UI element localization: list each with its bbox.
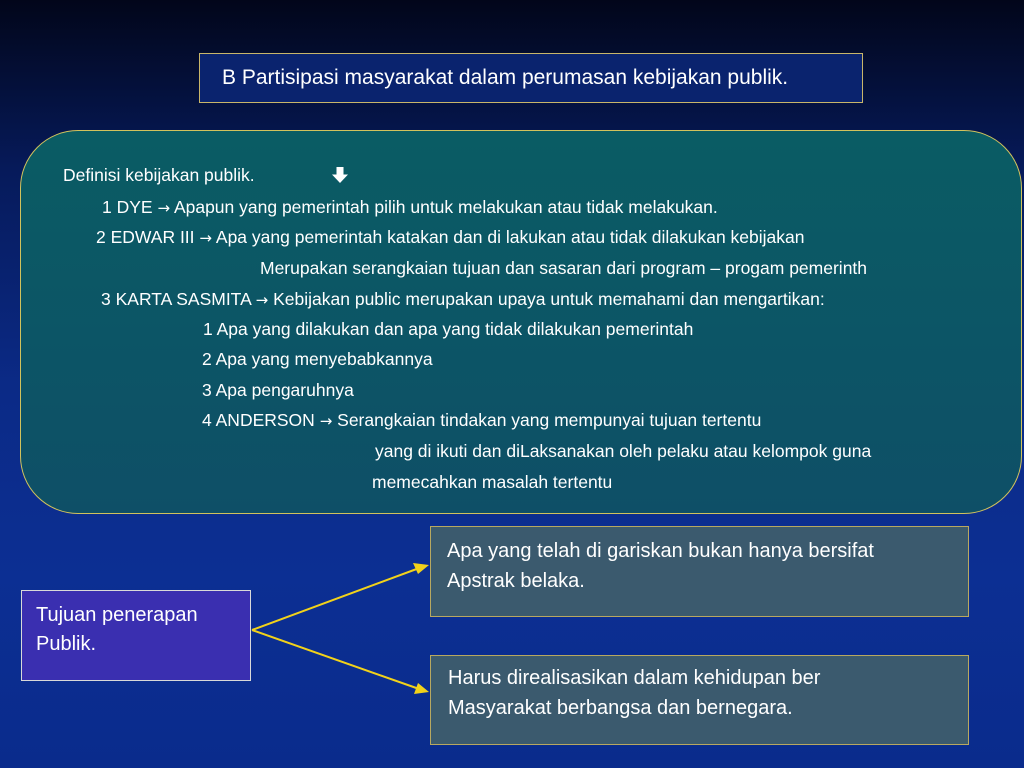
- right-arrow-icon: →: [199, 229, 212, 247]
- connector-arrow-top: [252, 567, 422, 630]
- definition-heading-text: Definisi kebijakan publik.: [63, 165, 255, 185]
- karta-item-2: 2 Apa yang menyebabkannya: [202, 349, 433, 369]
- karta-item-1: 1 Apa yang dilakukan dan apa yang tidak dilakukan pemerintah: [203, 319, 694, 339]
- point-box-abstract: [430, 526, 969, 617]
- edwar-label: 2 EDWAR III: [96, 227, 195, 247]
- point-box-realize: [430, 655, 969, 745]
- tujuan-box: [21, 590, 251, 681]
- slide-title: B Partisipasi masyarakat dalam perumasan kebijakan publik.: [199, 53, 863, 103]
- anderson-cont-2: memecahkan masalah tertentu: [372, 472, 613, 492]
- right-arrow-icon: →: [319, 412, 333, 430]
- connector-arrow-bottom: [252, 630, 422, 690]
- point-2-line-1: Harus direalisasikan dalam kehidupan ber: [448, 667, 821, 689]
- tujuan-line-2: Publik.: [36, 633, 97, 655]
- dye-label: 1 DYE: [102, 197, 153, 217]
- edwar-text: Apa yang pemerintah katakan dan di lakukan atau tidak dilakukan kebijakan: [215, 227, 805, 247]
- karta-item-3: 3 Apa pengaruhnya: [202, 380, 354, 400]
- definition-karta: [101, 288, 825, 311]
- definition-edwar: [96, 226, 805, 249]
- down-arrow-icon: [331, 166, 349, 184]
- definition-edwar-cont: Merupakan serangkaian tujuan dan sasaran dari program – progam pemerinth: [260, 258, 868, 278]
- definition-dye: [102, 196, 718, 219]
- tujuan-line-1: Tujuan penerapan: [36, 604, 198, 626]
- anderson-cont-1: yang di ikuti dan diLaksanakan oleh pelaku atau kelompok guna: [375, 441, 872, 461]
- arrowhead-top: [413, 563, 429, 574]
- definition-anderson: [202, 409, 761, 432]
- right-arrow-icon: →: [157, 199, 171, 217]
- point-2-line-2: Masyarakat berbangsa dan bernegara.: [448, 697, 793, 719]
- karta-label: 3 KARTA SASMITA: [101, 289, 251, 309]
- point-1-line-2: Apstrak belaka.: [447, 570, 585, 592]
- anderson-label: 4 ANDERSON: [202, 410, 315, 430]
- karta-text: Kebijakan public merupakan upaya untuk memahami dan mengartikan:: [273, 289, 825, 309]
- arrowhead-bottom: [414, 683, 429, 694]
- definition-panel: [20, 130, 1022, 514]
- definition-heading: [63, 164, 255, 186]
- anderson-text: Serangkaian tindakan yang mempunyai tujuan tertentu: [337, 410, 762, 430]
- point-1-line-1: Apa yang telah di gariskan bukan hanya bersifat: [447, 540, 874, 562]
- right-arrow-icon: →: [255, 291, 269, 309]
- dye-text: Apapun yang pemerintah pilih untuk melakukan atau tidak melakukan.: [173, 197, 718, 217]
